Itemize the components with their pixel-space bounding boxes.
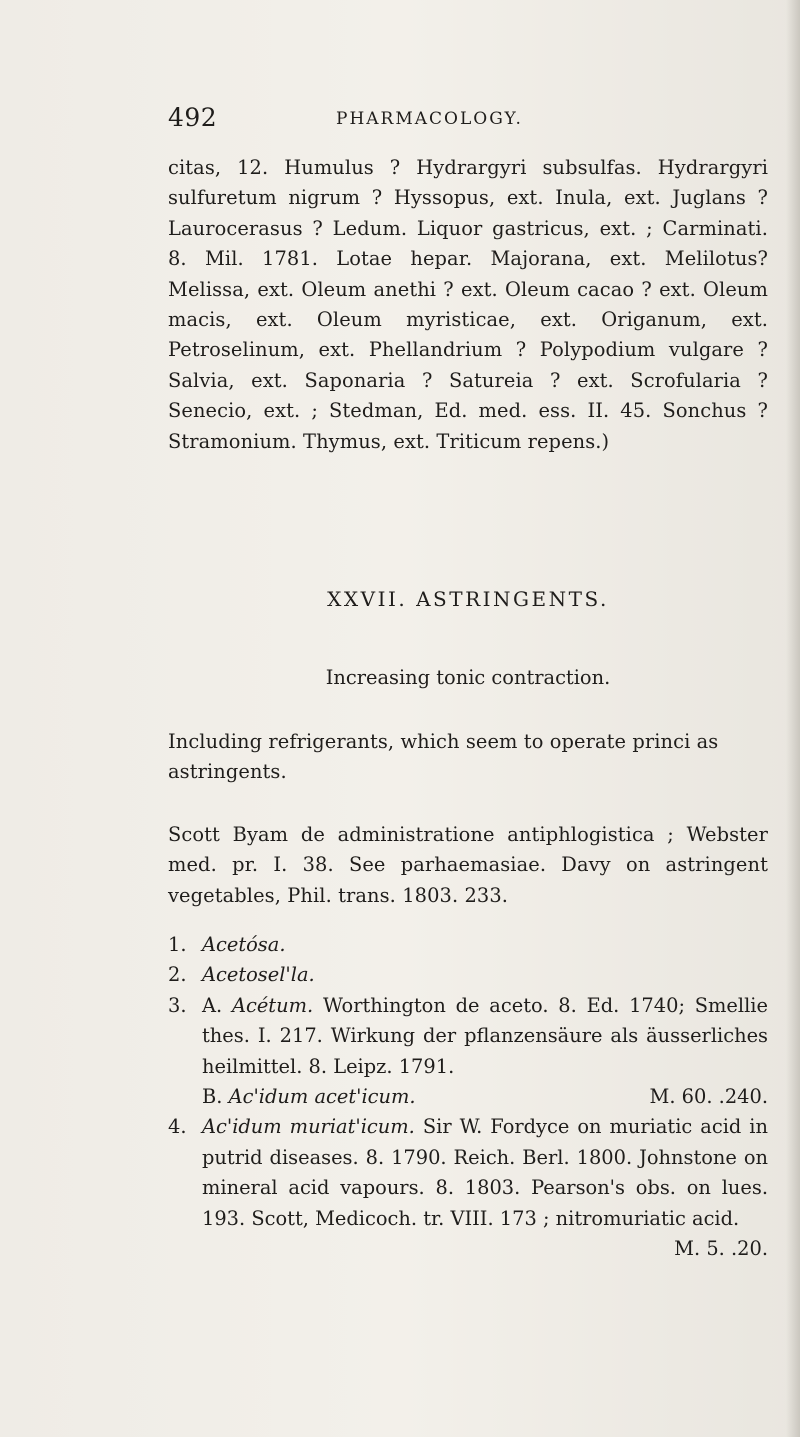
item-term-prefix: A. [202,993,223,1017]
section-title: XXVII. ASTRINGENTS. [327,587,609,611]
page-header [168,103,768,143]
item-number: 3. [168,993,187,1017]
item-term: Ac'idum acet'icum. [228,1085,416,1109]
item-heading [202,1082,416,1112]
item-term: Acetosel'la. [202,963,315,987]
section-subtitle: Increasing tonic contraction. [325,666,611,689]
list-item [168,960,768,990]
running-head: PHARMACOLOGY. [336,109,523,129]
list-item [168,1112,768,1261]
list-item [168,930,768,960]
list-item [168,1082,768,1112]
item-number: 4. [168,1115,187,1139]
references-paragraph: Scott Byam de administratione antiphlogistica ; Webster med. pr. I. 38. See parhaemasiae. Davy on astringent vegetables, Phil. trans. 1803. 233. [168,823,768,907]
item-number: 2. [168,963,187,987]
item-number: 1. [168,933,187,956]
continued-paragraph: citas, 12. Humulus ? Hydrargyri subsulfas. Hydrargyri sulfuretum nigrum ? Hyssopus, ext. Inula, ext. Juglans ? Laurocerasus ? Ledum. Liquor gastricus, ext. ; Carminati. 8. Mil. 1781. Lotae hepar. Majorana, ext. Melilotus? Melissa, ext. Oleum anethi ? ext. Oleum cacao ? ext. Oleum macis, ext. Oleum myristicae, ext. Origanum, ext. Petroselinum, ext. Phellandrium ? Polypodium vulgare ? Salvia, ext. Saponaria ? Satureia ? ext. Scrofularia ? Senecio, ext. ; Stedman, Ed. med. ess. II. 45. Sonchus ? Stramonium. Thymus, ext. Triticum repens.) [168,156,768,453]
intro-paragraph: Including refrigerants, which seem to operate princi as astringents. [168,730,719,784]
list-item [168,991,768,1082]
item-dose: M. 5. .20. [674,1237,768,1261]
page-number: 492 [168,103,218,132]
item-number: B. [202,1085,223,1109]
item-text: Sir W. Fordyce on muriatic acid in putrid diseases. 8. 1790. Reich. Berl. 1800. Johnstone on mineral acid vapours. 8. 1803. Pearson's obs. on lues. 193. Scott, Medicoch. tr. VIII. 173 ; nitromuriatic acid. [202,1115,768,1230]
astringents-list [168,930,768,1264]
item-line [202,1082,768,1112]
item-term: Ac'idum muriat'icum. [202,1115,415,1139]
item-term: Acetósa. [202,933,286,956]
item-term: Acétum. [231,993,314,1017]
item-dose: M. 60. .240. [649,1085,768,1109]
page-edge-shadow [786,0,800,1437]
item-text: Worthington de aceto. 8. Ed. 1740; Smellie thes. I. 217. Wirkung der pflanzensäure als äusserliches heilmittel. 8. Leipz. 1791. [202,993,768,1078]
